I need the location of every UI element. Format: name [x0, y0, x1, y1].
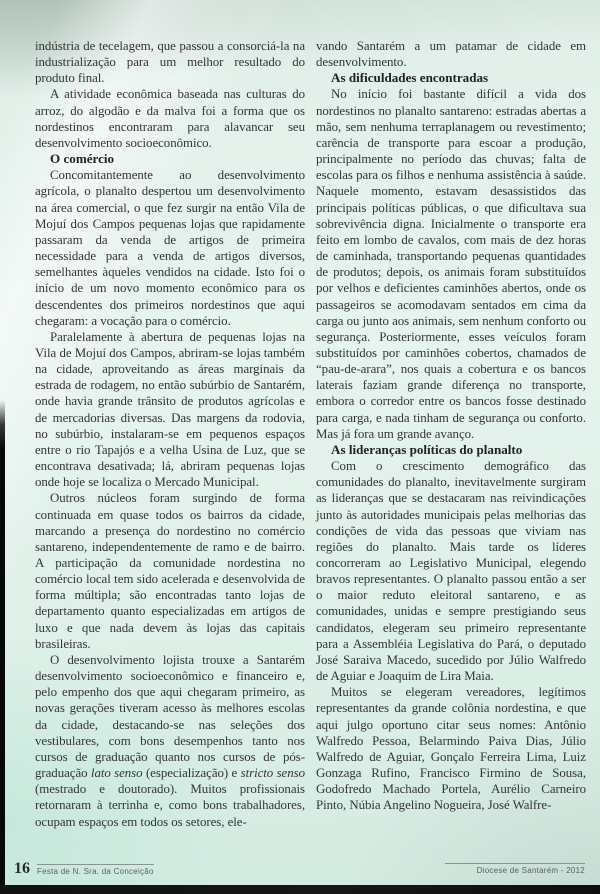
paragraph: Concomitantemente ao desenvolvimento agrícola, o planalto despertou um desenvolvimento na área comercial, o que fez surgir na então Vila de Mojuí dos Campos pequenas lojas que rapidamente passaram da venda de artigos de primeira necessidade para a venda de artigos diversos, semelhantes àqueles vendidos na cidade. Isto foi o início de um novo momento econômico para os descendentes dos primeiros nordestinos que aqui chegaram: a vocação para o comércio.	[35, 168, 305, 328]
paragraph	[35, 652, 305, 830]
paragraph: indústria de tecelagem, que passou a consorciá-la na industrialização para um melhor resultado do produto final.	[35, 39, 305, 86]
footer-rule-right	[445, 863, 585, 864]
paragraph: Paralelamente à abertura de pequenas lojas na Vila de Mojuí dos Campos, abriram-se lojas também na cidade, aproveitando as áreas marginais da estrada de rodagem, no então subúrbio de Santarém, onde havia grande trânsito de produtos agrícolas e de mercadorias diversas. Das margens da rodovia, no subúrbio, instalaram-se em pequenos espaços entre o rio Tapajós e a velha Usina de Luz, que se encontrava desativada; lá, abriram pequenas lojas onde hoje se localiza o Mercado Municipal.	[35, 329, 305, 490]
text-run: (mestrado e doutorado). Muitos profissionais retornaram à terrinha e, como bons trabalhadores, ocupam espaços em todos os setores, ele-	[35, 782, 305, 829]
paragraph: A atividade econômica baseada nas culturas do arroz, do algodão e da malva foi a forma que os nordestinos encontraram para alavancar seu desenvolvimento socioeconômico.	[35, 87, 305, 150]
scan-edge-bar-bottom	[0, 885, 600, 894]
footer-left-group	[14, 862, 154, 876]
footer-left-label-block	[37, 864, 154, 876]
text-run: O desenvolvimento lojista trouxe a Santarém desenvolvimento socioeconômico e financeiro e, pelo empenho dos que aqui chegaram primeiro, as novas gerações tiveram acesso às melhores escolas da cidade, destacando-se nas seleções dos vestibulares, com bons desempenhos tanto nos cursos de graduação quanto nos cursos de pós-graduação	[35, 652, 305, 781]
latin-term-stricto-senso: stricto senso	[240, 766, 305, 781]
paragraph: Outros núcleos foram surgindo de forma continuada em quase todos os bairros da cidade, marcando a presença do nordestino no comércio santareno, independentemente de ramo e de bairro. A participação da comunidade nordestina no comércio local tem sido acelerada e desenvolvida de forma múltipla; são encontradas tanto lojas de departamento quanto especializadas em artigos de luxo e que nada devem às lojas das capitais brasileiras.	[35, 491, 305, 651]
paragraph: Muitos se elegeram vereadores, legítimos representantes da grande colônia nordestina, e que aqui julgo oportuno citar seus nomes: Antônio Walfredo Pessoa, Belarmindo Paiva Dias, Júlio Walfredo de Aguiar, Gonçalo Ferreira Lima, Luiz Gonzaga Rufino, Francisco Firmino de Sousa, Godofredo Machado Portela, Aurélio Carneiro Pinto, Núbia Angelino Nogueira, José Walfre-	[316, 685, 586, 813]
latin-term-lato-senso: lato senso	[90, 766, 143, 781]
paragraph: Com o crescimento demográfico das comunidades do planalto, inevitavelmente surgiram as lideranças que se destacaram nas reivindicações junto às autoridades municipais pelas melhorias das condições de vida das pessoas que viviam nas regiões do planalto. Mais tarde os líderes concorreram ao Legislativo Municipal, elegendo bravos representantes. O planalto passou então a ser o maior reduto eleitoral santareno, e as comunidades, unidas e sempre prestigiando seus candidatos, elegeram seu primeiro representante para a Assembléia Legislativa do Pará, o deputado José Saraiva Macedo, sucedido por Júlio Walfredo de Aguiar e Joaquim de Lira Maia.	[316, 459, 586, 684]
scan-edge-shadow-left	[0, 400, 5, 894]
footer-left-label: Festa de N. Sra. da Conceição	[37, 867, 154, 876]
text-run: (especialização) e	[142, 766, 241, 781]
footer-rule-left	[37, 864, 154, 865]
footer-right-label: Diocese de Santarém - 2012	[476, 866, 585, 875]
page-number: 16	[14, 860, 30, 877]
paragraph: No início foi bastante difícil a vida dos nordestinos no planalto santareno: estradas abertas a mão, sem nenhuma terraplanagem ou revestimento; carência de transporte para escoar a produção, principalmente no período das chuvas; falta de escolas para os filhos e nenhuma assistência à saúde. Naquele momento, estavam desassistidos das principais políticas públicas, o que dificultava sua sobrevivência digna. Inicialmente o transporte era feito em lombo de cavalos, com mais de dez horas de caminhada, transportando pequenas quantidades de produtos; depois, os animais foram substituídos por velhos e deficientes caminhões abertos, onde os passageiros se acomodavam sentados em cima da carga ou junto aos animais, sem nenhum conforto ou segurança. Posteriormente, esses veículos foram substituídos por caminhões cobertos, chamados de “pau-de-arara”, nos quais a cobertura e os bancos laterais faziam grande diferença no transporte, embora o corredor entre os bancos fosse destinado para carga, e nada tinham de segurança ou conforto. Mas já fora um grande avanço.	[316, 87, 586, 441]
article-body	[35, 38, 586, 858]
left-column	[35, 38, 305, 858]
page-footer	[14, 855, 585, 881]
paragraph: vando Santarém a um patamar de cidade em desenvolvimento.	[316, 39, 586, 70]
right-column	[316, 38, 586, 858]
section-heading-dificuldades: As dificuldades encontradas	[331, 70, 489, 86]
section-heading-comercio: O comércio	[50, 151, 115, 167]
footer-right-group	[445, 863, 585, 875]
section-heading-liderancas: As lideranças políticas do planalto	[331, 441, 523, 457]
